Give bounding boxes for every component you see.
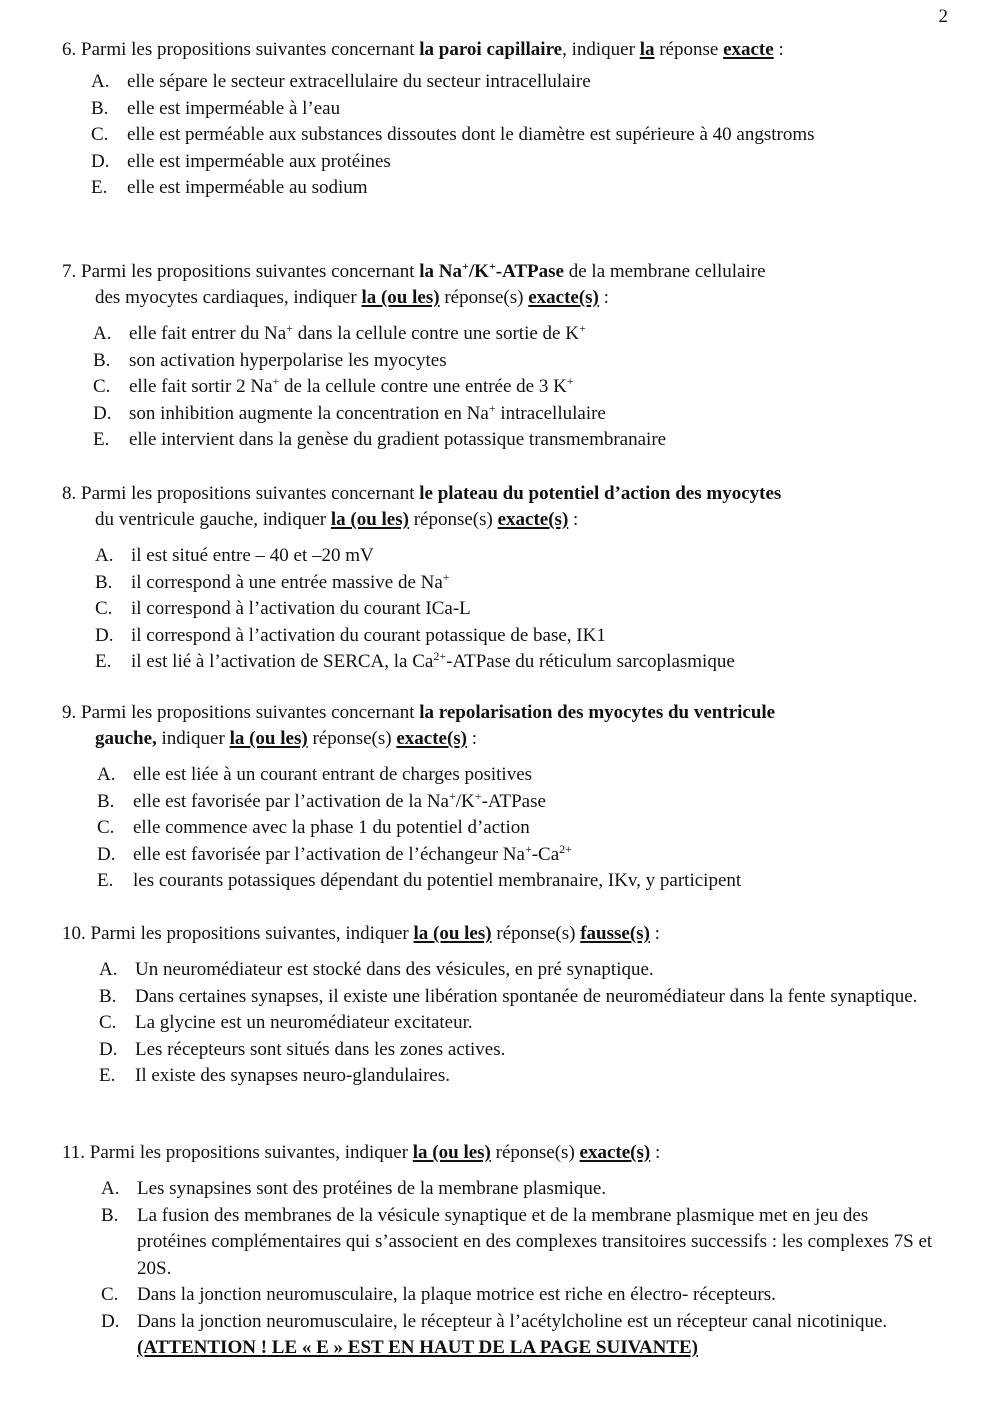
stem-bold-underlined: la [639, 39, 655, 60]
question-8 [62, 481, 942, 676]
stem-bold-underlined: exacte(s) [528, 287, 599, 308]
stem-text: indiquer [156, 728, 230, 749]
option-text: son activation hyperpolarise les myocytes [129, 349, 447, 371]
stem-text: : [568, 509, 579, 530]
stem-continuation [62, 285, 942, 311]
option-b [93, 348, 942, 375]
question-number: 7. [62, 261, 77, 282]
option-a [93, 321, 942, 348]
option-c [95, 596, 942, 623]
superscript: + [578, 321, 586, 335]
option-a [95, 543, 942, 570]
option-text: Il existe des synapses neuro-glandulaires. [135, 1065, 450, 1086]
option-c [91, 122, 942, 149]
option-letter: D. [101, 1310, 120, 1332]
option-text: Dans certaines synapses, il existe une libération spontanée de neuromédiateur dans la fente synaptique. [135, 985, 918, 1007]
option-letter: B. [93, 349, 111, 371]
stem-bold: la paroi capillaire [419, 39, 563, 60]
option-text: il est lié à l’activation de SERCA, la Ca [131, 651, 434, 672]
stem-bold-part: la Na [419, 261, 462, 282]
stem-bold-underlined: exacte(s) [579, 1142, 651, 1163]
option-a [101, 1176, 942, 1203]
stem-bold-underlined: la (ou les) [412, 1142, 491, 1163]
options-list [101, 1176, 942, 1362]
option-text: son inhibition augmente la concentration en Na [129, 402, 489, 424]
option-d [101, 1309, 942, 1362]
stem-bold-part: /K [468, 261, 489, 282]
option-letter: A. [97, 764, 116, 785]
option-letter: C. [91, 124, 109, 145]
option-letter: B. [101, 1204, 119, 1226]
option-text: -ATPase [481, 790, 546, 812]
page-number: 2 [938, 6, 948, 27]
option-text: elle est imperméable au sodium [127, 177, 368, 198]
stem-bold-part: -ATPase [495, 261, 564, 282]
option-a [91, 69, 942, 96]
option-text: elle est favorisée par l’activation de l’échangeur Na [133, 843, 525, 865]
option-c [101, 1282, 942, 1309]
stem-bold: gauche, [95, 728, 157, 749]
option-c [93, 374, 942, 401]
stem-text: Parmi les propositions suivantes concernant [81, 261, 420, 282]
stem-text: : [649, 923, 660, 944]
option-text: elle sépare le secteur extracellulaire du secteur intracellulaire [127, 71, 591, 92]
superscript: + [462, 259, 469, 273]
options-list [93, 321, 942, 454]
question-9-stem [62, 700, 942, 752]
option-text: elle commence avec la phase 1 du potentiel d’action [133, 817, 530, 838]
option-letter: B. [95, 571, 113, 593]
option-letter: B. [97, 790, 115, 812]
question-7-stem [62, 259, 942, 311]
option-letter: E. [93, 429, 110, 450]
stem-text: réponse(s) [491, 923, 581, 944]
option-text: elle est favorisée par l’activation de la Na [133, 790, 449, 812]
stem-continuation [62, 726, 942, 752]
option-text: elle fait sortir 2 Na [129, 376, 273, 397]
option-text: La glycine est un neuromédiateur excitateur. [135, 1012, 473, 1033]
stem-bold-underlined: la (ou les) [413, 923, 492, 944]
option-letter: C. [97, 817, 115, 838]
option-text: il correspond à l’activation du courant ICa-L [131, 598, 471, 619]
option-d [97, 842, 942, 869]
option-letter: D. [93, 402, 112, 424]
stem-bold-underlined: la (ou les) [361, 287, 440, 308]
superscript: + [442, 569, 450, 584]
option-a [99, 957, 942, 984]
stem-bold: le plateau du potentiel d’action des myocytes [419, 483, 782, 504]
option-d [93, 401, 942, 428]
option-b [95, 570, 942, 597]
option-text: elle est liée à un courant entrant de charges positives [133, 764, 533, 785]
option-text: de la cellule contre une entrée de 3 K [279, 376, 567, 397]
option-letter: A. [95, 545, 114, 566]
stem-text: des myocytes cardiaques, indiquer [95, 287, 362, 308]
stem-bold: la repolarisation des myocytes du ventricule [419, 702, 776, 723]
option-text: Les synapsines sont des protéines de la membrane plasmique. [137, 1178, 607, 1199]
option-text: -ATPase du réticulum sarcoplasmique [446, 651, 735, 672]
option-letter: E. [91, 177, 108, 198]
option-d [99, 1037, 942, 1064]
option-text: dans la cellule contre une sortie de K [292, 323, 579, 344]
stem-text: réponse(s) [408, 509, 498, 530]
option-letter: B. [91, 97, 109, 119]
option-text: elle est perméable aux substances dissoutes dont le diamètre est supérieure à 40 angstroms [127, 124, 815, 145]
options-list [95, 543, 942, 676]
option-a [97, 762, 942, 789]
option-text: il est situé entre – 40 et –20 mV [131, 545, 374, 566]
stem-bold [419, 261, 564, 282]
question-10-stem [62, 921, 942, 947]
stem-bold-underlined: fausse(s) [580, 923, 650, 944]
option-letter: A. [93, 323, 112, 344]
question-7 [62, 259, 942, 454]
superscript: 2+ [559, 841, 572, 856]
option-b [99, 984, 942, 1011]
superscript: + [272, 374, 280, 388]
stem-text: Parmi les propositions suivantes concernant [81, 39, 420, 60]
question-number: 8. [62, 483, 77, 504]
stem-bold-underlined: la (ou les) [229, 728, 308, 749]
question-8-stem [62, 481, 942, 533]
stem-continuation [62, 507, 942, 533]
stem-text: : [773, 39, 784, 60]
option-text: elle fait entrer du Na [129, 323, 287, 344]
stem-text: : [467, 728, 478, 749]
question-11-stem [62, 1140, 942, 1166]
option-text: Dans la jonction neuromusculaire, le récepteur à l’acétylcholine est un récepteur canal nicotinique. [137, 1310, 888, 1332]
option-text: La fusion des membranes de la vésicule synaptique et de la membrane plasmique met en jeu des protéines complémentaires qui s’associent en des complexes transitoires successifs : les complexes 7S et 20S. [137, 1204, 933, 1279]
option-letter: A. [91, 71, 110, 92]
superscript: + [488, 259, 496, 273]
stem-text: Parmi les propositions suivantes concernant [81, 483, 420, 504]
question-6-stem [62, 37, 942, 63]
option-text: Les récepteurs sont situés dans les zones actives. [135, 1038, 506, 1060]
option-letter: C. [101, 1284, 119, 1305]
stem-bold-underlined: exacte(s) [497, 509, 569, 530]
option-letter: C. [95, 598, 113, 619]
options-list [99, 957, 942, 1090]
option-letter: E. [97, 870, 114, 891]
superscript: + [449, 788, 456, 803]
option-e [91, 175, 942, 202]
option-letter: B. [99, 985, 117, 1007]
option-letter: C. [99, 1012, 117, 1033]
option-e [93, 427, 942, 454]
superscript: + [488, 400, 496, 415]
option-text: les courants potassiques dépendant du potentiel membranaire, IKv, y participent [133, 870, 742, 891]
option-text: Un neuromédiateur est stocké dans des vésicules, en pré synaptique. [135, 959, 654, 980]
superscript: + [566, 374, 574, 388]
question-9 [62, 700, 942, 895]
option-e [99, 1063, 942, 1090]
question-number: 11. [62, 1142, 86, 1163]
option-letter: E. [95, 651, 112, 672]
superscript: + [524, 841, 532, 856]
question-6 [62, 37, 942, 202]
option-c [99, 1010, 942, 1037]
question-number: 10. [62, 923, 86, 944]
stem-text: Parmi les propositions suivantes, indiquer [90, 923, 414, 944]
stem-text: du ventricule gauche, indiquer [95, 509, 331, 530]
stem-bold-underlined: la (ou les) [330, 509, 409, 530]
options-list [97, 762, 942, 895]
stem-text: réponse(s) [490, 1142, 580, 1163]
stem-text: réponse(s) [307, 728, 397, 749]
option-d [95, 623, 942, 650]
option-text: elle est imperméable à l’eau [127, 97, 341, 119]
stem-text: réponse(s) [439, 287, 529, 308]
option-text: -Ca [531, 843, 560, 865]
stem-bold-underlined: exacte [723, 39, 774, 60]
superscript: 2+ [433, 649, 447, 663]
option-text: il correspond à l’activation du courant potassique de base, IK1 [131, 624, 606, 646]
option-letter: A. [99, 959, 118, 980]
superscript: + [474, 788, 482, 803]
option-letter: E. [99, 1065, 116, 1086]
option-text: elle est imperméable aux protéines [127, 150, 391, 172]
option-text: elle intervient dans la genèse du gradient potassique transmembranaire [129, 429, 667, 450]
option-e [95, 649, 942, 676]
stem-bold-underlined: exacte(s) [396, 728, 468, 749]
option-b [101, 1203, 942, 1283]
option-text: Dans la jonction neuromusculaire, la plaque motrice est riche en électro- récepteurs. [137, 1284, 776, 1305]
option-b [97, 789, 942, 816]
stem-text: de la membrane cellulaire [564, 261, 766, 282]
option-d [91, 149, 942, 176]
stem-text: Parmi les propositions suivantes concernant [81, 702, 420, 723]
option-text: intracellulaire [495, 402, 606, 424]
option-e [97, 868, 942, 895]
option-letter: C. [93, 376, 111, 397]
question-10 [62, 921, 942, 1090]
question-11 [62, 1140, 942, 1362]
stem-text: : [598, 287, 609, 308]
option-letter: A. [101, 1178, 120, 1199]
stem-text: , indiquer [562, 39, 640, 60]
option-letter: D. [97, 843, 116, 865]
option-letter: D. [95, 624, 114, 646]
stem-text: Parmi les propositions suivantes, indiquer [89, 1142, 413, 1163]
option-letter: D. [91, 150, 110, 172]
question-number: 9. [62, 702, 77, 723]
option-text: il correspond à une entrée massive de Na [131, 571, 443, 593]
options-list [91, 69, 942, 202]
superscript: + [286, 321, 293, 335]
stem-text: : [650, 1142, 661, 1163]
option-c [97, 815, 942, 842]
option-text: /K [455, 790, 475, 812]
question-number: 6. [62, 39, 77, 60]
stem-text: réponse [654, 39, 724, 60]
option-letter: D. [99, 1038, 118, 1060]
attention-note: (ATTENTION ! LE « E » EST EN HAUT DE LA PAGE SUIVANTE) [137, 1337, 698, 1358]
option-b [91, 96, 942, 123]
